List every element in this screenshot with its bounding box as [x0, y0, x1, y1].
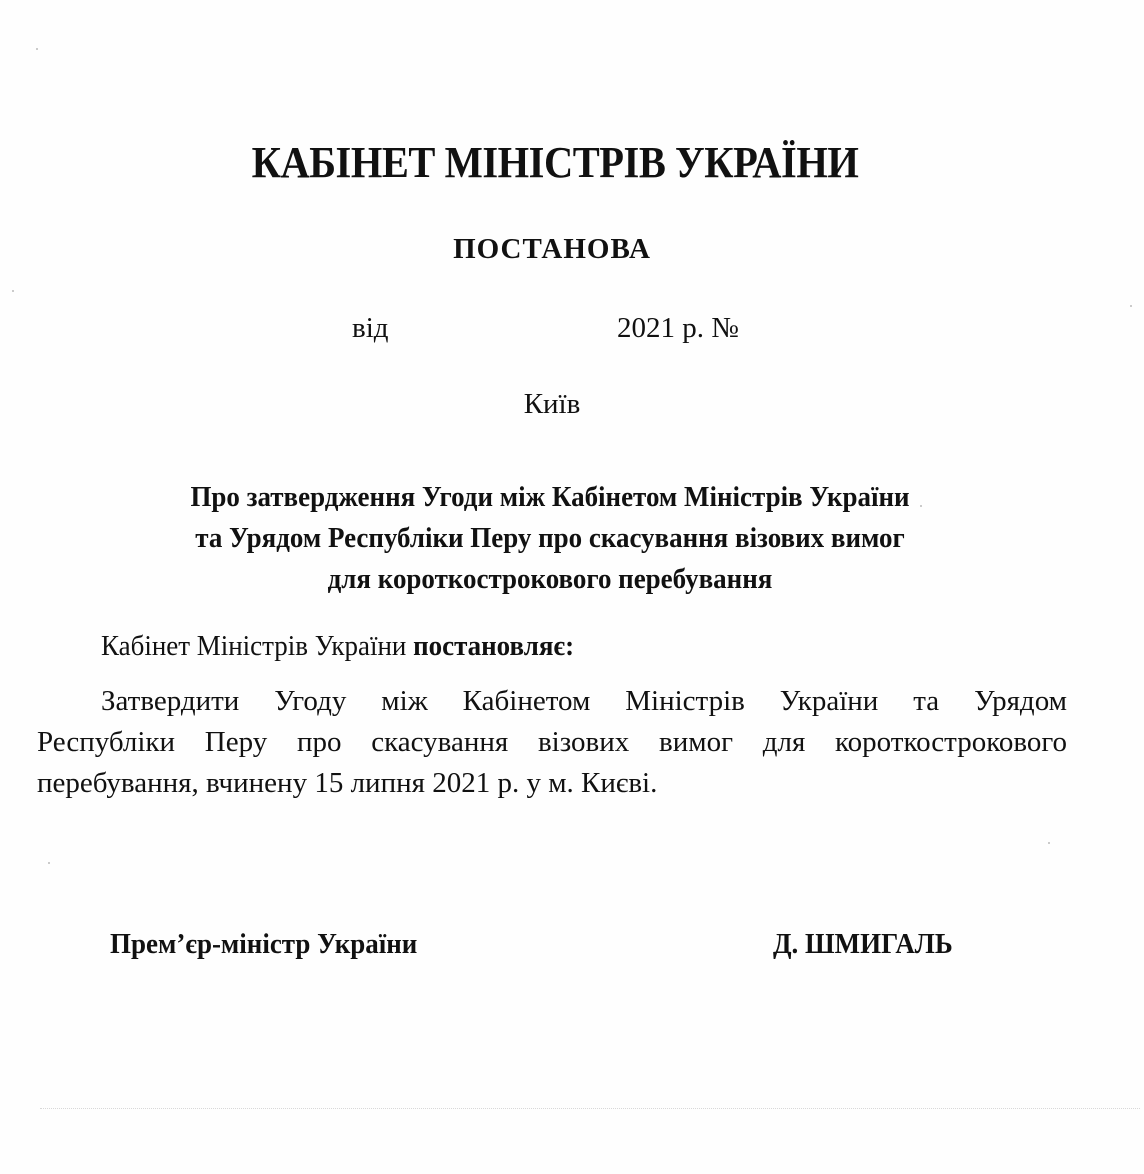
signer-name: Д. ШМИГАЛЬ	[773, 928, 953, 960]
scan-edge-line	[40, 1108, 1140, 1110]
body-line: Республіки Перу про скасування візових вимог для короткострокового	[37, 726, 1067, 758]
date-year-number: 2021 р. №	[617, 312, 739, 344]
document-type: ПОСТАНОВА	[453, 233, 651, 265]
scan-speck	[920, 505, 922, 507]
city: Київ	[523, 388, 581, 420]
scan-speck	[1048, 842, 1050, 844]
body-line: перебування, вчинену 15 липня 2021 р. у м. Києві.	[37, 767, 658, 799]
preamble-text: Кабінет Міністрів України	[101, 630, 414, 662]
subject-line: та Урядом Республіки Перу про скасування візових вимог	[195, 522, 905, 554]
scan-speck	[48, 862, 50, 864]
scan-speck	[36, 48, 38, 50]
body-line: Затвердити Угоду між Кабінетом Міністрів України та Урядом	[101, 685, 1067, 717]
subject-line: для короткострокового перебування	[327, 563, 773, 595]
preamble	[101, 630, 574, 663]
document-subject	[94, 477, 1005, 600]
scan-speck	[12, 290, 14, 292]
subject-line: Про затвердження Угоди між Кабінетом Міністрів України	[190, 481, 910, 513]
preamble-decision: постановляє:	[413, 630, 575, 662]
resolution-body	[37, 681, 1067, 804]
scan-speck	[1130, 305, 1132, 307]
signer-title: Прем’єр-міністр України	[110, 928, 418, 960]
date-prefix: від	[352, 312, 389, 344]
organization-title: КАБІНЕТ МІНІСТРІВ УКРАЇНИ	[251, 138, 859, 187]
